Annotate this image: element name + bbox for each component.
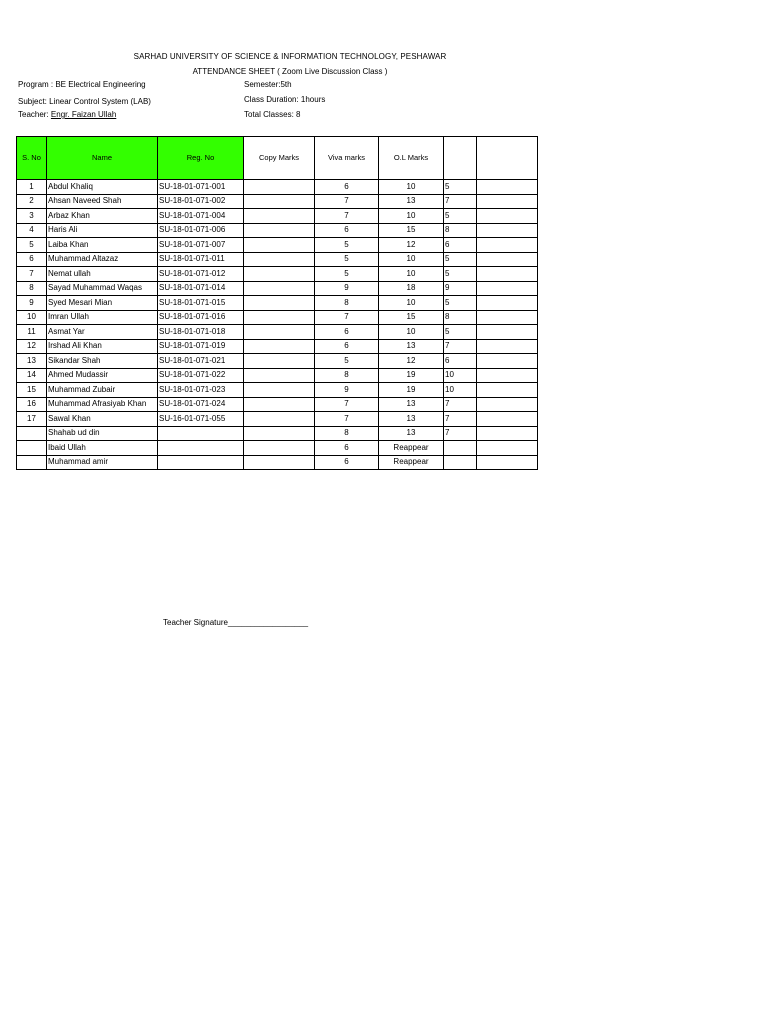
table-row — [17, 397, 538, 412]
cell-extra-1 — [444, 441, 477, 456]
cell-copy-marks — [244, 455, 315, 470]
cell-name: Sikandar Shah — [47, 354, 158, 369]
cell-name: Arbaz Khan — [47, 209, 158, 224]
cell-copy-marks — [244, 296, 315, 311]
cell-sno: 17 — [17, 412, 47, 427]
cell-viva-marks: 7 — [315, 310, 379, 325]
cell-viva-marks: 6 — [315, 441, 379, 456]
cell-regno — [158, 426, 244, 441]
cell-regno: SU-18-01-071-011 — [158, 252, 244, 267]
cell-sno: 3 — [17, 209, 47, 224]
table-row — [17, 194, 538, 209]
cell-viva-marks: 5 — [315, 267, 379, 282]
cell-extra-1: 5 — [444, 325, 477, 340]
cell-name: Laiba Khan — [47, 238, 158, 253]
col-header-copy-marks: Copy Marks — [244, 137, 315, 180]
cell-extra-2 — [477, 238, 538, 253]
cell-name: Ahsan Naveed Shah — [47, 194, 158, 209]
cell-name: Ahmed Mudassir — [47, 368, 158, 383]
cell-viva-marks: 6 — [315, 325, 379, 340]
cell-extra-2 — [477, 339, 538, 354]
cell-regno: SU-18-01-071-019 — [158, 339, 244, 354]
class-duration-label: Class Duration: 1hours — [244, 95, 326, 104]
cell-ol-marks: 15 — [379, 223, 444, 238]
cell-name: Muhammad Zubair — [47, 383, 158, 398]
table-row — [17, 296, 538, 311]
cell-copy-marks — [244, 412, 315, 427]
cell-sno: 9 — [17, 296, 47, 311]
cell-extra-1: 8 — [444, 223, 477, 238]
cell-extra-2 — [477, 426, 538, 441]
cell-viva-marks: 5 — [315, 238, 379, 253]
cell-regno — [158, 441, 244, 456]
table-row — [17, 209, 538, 224]
col-header-name: Name — [47, 137, 158, 180]
teacher-line — [18, 110, 116, 119]
cell-regno: SU-18-01-071-014 — [158, 281, 244, 296]
cell-extra-2 — [477, 267, 538, 282]
cell-extra-2 — [477, 441, 538, 456]
cell-copy-marks — [244, 238, 315, 253]
cell-ol-marks: 18 — [379, 281, 444, 296]
cell-regno: SU-18-01-071-006 — [158, 223, 244, 238]
cell-viva-marks: 9 — [315, 383, 379, 398]
cell-regno: SU-16-01-071-055 — [158, 412, 244, 427]
cell-copy-marks — [244, 180, 315, 195]
cell-copy-marks — [244, 383, 315, 398]
cell-sno: 10 — [17, 310, 47, 325]
cell-extra-1: 5 — [444, 267, 477, 282]
cell-sno — [17, 426, 47, 441]
table-row — [17, 310, 538, 325]
cell-extra-1: 10 — [444, 383, 477, 398]
cell-extra-2 — [477, 412, 538, 427]
cell-ol-marks: Reappear — [379, 441, 444, 456]
cell-copy-marks — [244, 339, 315, 354]
cell-copy-marks — [244, 281, 315, 296]
table-row — [17, 238, 538, 253]
cell-extra-2 — [477, 296, 538, 311]
cell-ol-marks: 12 — [379, 238, 444, 253]
university-name: SARHAD UNIVERSITY OF SCIENCE & INFORMATION TECHNOLOGY, PESHAWAR — [133, 52, 447, 61]
cell-viva-marks: 8 — [315, 426, 379, 441]
cell-extra-2 — [477, 310, 538, 325]
table-row — [17, 441, 538, 456]
cell-extra-1: 7 — [444, 397, 477, 412]
sheet-title: ATTENDANCE SHEET ( Zoom Live Discussion Class ) — [192, 67, 388, 76]
cell-sno — [17, 441, 47, 456]
cell-sno: 8 — [17, 281, 47, 296]
cell-copy-marks — [244, 252, 315, 267]
cell-extra-1: 5 — [444, 296, 477, 311]
cell-regno: SU-18-01-071-022 — [158, 368, 244, 383]
cell-sno: 12 — [17, 339, 47, 354]
cell-viva-marks: 9 — [315, 281, 379, 296]
teacher-label: Teacher: — [18, 110, 49, 119]
table-row — [17, 281, 538, 296]
cell-sno: 5 — [17, 238, 47, 253]
cell-ol-marks: 13 — [379, 412, 444, 427]
cell-copy-marks — [244, 267, 315, 282]
teacher-signature-line: Teacher Signature__________________ — [163, 618, 309, 627]
cell-name: Muhammad amir — [47, 455, 158, 470]
cell-viva-marks: 5 — [315, 252, 379, 267]
cell-name: Imran Ullah — [47, 310, 158, 325]
cell-extra-2 — [477, 209, 538, 224]
cell-extra-1: 10 — [444, 368, 477, 383]
table-row — [17, 223, 538, 238]
cell-copy-marks — [244, 209, 315, 224]
cell-extra-2 — [477, 368, 538, 383]
total-classes-label: Total Classes: 8 — [244, 110, 301, 119]
cell-ol-marks: 13 — [379, 194, 444, 209]
cell-copy-marks — [244, 441, 315, 456]
cell-extra-1: 7 — [444, 412, 477, 427]
cell-extra-1: 5 — [444, 252, 477, 267]
program-label: Program : BE Electrical Engineering — [18, 80, 146, 89]
cell-extra-1: 8 — [444, 310, 477, 325]
table-row — [17, 455, 538, 470]
cell-regno: SU-18-01-071-012 — [158, 267, 244, 282]
cell-extra-2 — [477, 223, 538, 238]
cell-extra-2 — [477, 383, 538, 398]
cell-viva-marks: 6 — [315, 223, 379, 238]
cell-regno: SU-18-01-071-015 — [158, 296, 244, 311]
col-header-ol-marks: O.L Marks — [379, 137, 444, 180]
cell-name: Ibaid Ullah — [47, 441, 158, 456]
cell-ol-marks: 12 — [379, 354, 444, 369]
cell-ol-marks: 10 — [379, 296, 444, 311]
cell-extra-1: 5 — [444, 209, 477, 224]
cell-extra-1: 7 — [444, 426, 477, 441]
cell-sno: 4 — [17, 223, 47, 238]
cell-ol-marks: 13 — [379, 426, 444, 441]
table-row — [17, 267, 538, 282]
cell-extra-2 — [477, 455, 538, 470]
table-row — [17, 383, 538, 398]
cell-name: Muhammad Altazaz — [47, 252, 158, 267]
cell-extra-2 — [477, 252, 538, 267]
col-header-regno: Reg. No — [158, 137, 244, 180]
cell-extra-1: 6 — [444, 354, 477, 369]
table-row — [17, 180, 538, 195]
col-header-viva-marks: Viva marks — [315, 137, 379, 180]
cell-extra-1: 7 — [444, 194, 477, 209]
cell-regno: SU-18-01-071-002 — [158, 194, 244, 209]
attendance-table — [16, 136, 538, 470]
cell-name: Shahab ud din — [47, 426, 158, 441]
cell-ol-marks: 10 — [379, 252, 444, 267]
cell-sno: 7 — [17, 267, 47, 282]
semester-label: Semester:5th — [244, 80, 292, 89]
cell-copy-marks — [244, 310, 315, 325]
cell-regno: SU-18-01-071-021 — [158, 354, 244, 369]
cell-copy-marks — [244, 354, 315, 369]
cell-ol-marks: 13 — [379, 397, 444, 412]
cell-regno: SU-18-01-071-001 — [158, 180, 244, 195]
cell-sno: 2 — [17, 194, 47, 209]
cell-name: Haris Ali — [47, 223, 158, 238]
cell-ol-marks: Reappear — [379, 455, 444, 470]
cell-sno — [17, 455, 47, 470]
cell-name: Nemat ullah — [47, 267, 158, 282]
table-row — [17, 339, 538, 354]
cell-extra-2 — [477, 397, 538, 412]
cell-extra-1: 7 — [444, 339, 477, 354]
cell-name: Sawal Khan — [47, 412, 158, 427]
col-header-sno: S. No — [17, 137, 47, 180]
cell-viva-marks: 7 — [315, 412, 379, 427]
cell-name: Irshad Ali Khan — [47, 339, 158, 354]
col-header-extra-2 — [477, 137, 538, 180]
teacher-name: Engr. Faizan Ullah — [50, 110, 117, 119]
cell-copy-marks — [244, 194, 315, 209]
cell-ol-marks: 10 — [379, 325, 444, 340]
cell-regno: SU-18-01-071-018 — [158, 325, 244, 340]
cell-ol-marks: 13 — [379, 339, 444, 354]
table-row — [17, 426, 538, 441]
cell-sno: 16 — [17, 397, 47, 412]
cell-name: Syed Mesari Mian — [47, 296, 158, 311]
cell-name: Sayad Muhammad Waqas — [47, 281, 158, 296]
table-header-row — [17, 137, 538, 180]
subject-label: Subject: Linear Control System (LAB) — [18, 97, 151, 106]
cell-viva-marks: 7 — [315, 209, 379, 224]
cell-sno: 13 — [17, 354, 47, 369]
cell-name: Muhammad Afrasiyab Khan — [47, 397, 158, 412]
cell-copy-marks — [244, 223, 315, 238]
cell-extra-1 — [444, 455, 477, 470]
cell-viva-marks: 6 — [315, 455, 379, 470]
cell-ol-marks: 19 — [379, 383, 444, 398]
cell-sno: 14 — [17, 368, 47, 383]
cell-ol-marks: 19 — [379, 368, 444, 383]
cell-extra-1: 5 — [444, 180, 477, 195]
cell-sno: 6 — [17, 252, 47, 267]
cell-ol-marks: 10 — [379, 180, 444, 195]
table-row — [17, 412, 538, 427]
cell-copy-marks — [244, 325, 315, 340]
cell-viva-marks: 5 — [315, 354, 379, 369]
cell-copy-marks — [244, 426, 315, 441]
cell-sno: 11 — [17, 325, 47, 340]
cell-name: Asmat Yar — [47, 325, 158, 340]
cell-copy-marks — [244, 368, 315, 383]
cell-regno: SU-18-01-071-024 — [158, 397, 244, 412]
cell-copy-marks — [244, 397, 315, 412]
cell-viva-marks: 6 — [315, 180, 379, 195]
cell-regno: SU-18-01-071-023 — [158, 383, 244, 398]
cell-extra-1: 9 — [444, 281, 477, 296]
cell-sno: 15 — [17, 383, 47, 398]
table-body — [17, 180, 538, 470]
cell-viva-marks: 8 — [315, 296, 379, 311]
cell-name: Abdul Khaliq — [47, 180, 158, 195]
cell-ol-marks: 10 — [379, 209, 444, 224]
cell-regno: SU-18-01-071-007 — [158, 238, 244, 253]
col-header-extra-1 — [444, 137, 477, 180]
cell-ol-marks: 10 — [379, 267, 444, 282]
cell-extra-2 — [477, 354, 538, 369]
cell-sno: 1 — [17, 180, 47, 195]
table-row — [17, 354, 538, 369]
cell-extra-2 — [477, 194, 538, 209]
cell-extra-2 — [477, 180, 538, 195]
table-row — [17, 252, 538, 267]
cell-viva-marks: 8 — [315, 368, 379, 383]
cell-regno — [158, 455, 244, 470]
cell-viva-marks: 6 — [315, 339, 379, 354]
cell-extra-1: 6 — [444, 238, 477, 253]
cell-regno: SU-18-01-071-016 — [158, 310, 244, 325]
table-row — [17, 325, 538, 340]
cell-regno: SU-18-01-071-004 — [158, 209, 244, 224]
cell-ol-marks: 15 — [379, 310, 444, 325]
cell-extra-2 — [477, 325, 538, 340]
cell-extra-2 — [477, 281, 538, 296]
cell-viva-marks: 7 — [315, 194, 379, 209]
table-row — [17, 368, 538, 383]
cell-viva-marks: 7 — [315, 397, 379, 412]
